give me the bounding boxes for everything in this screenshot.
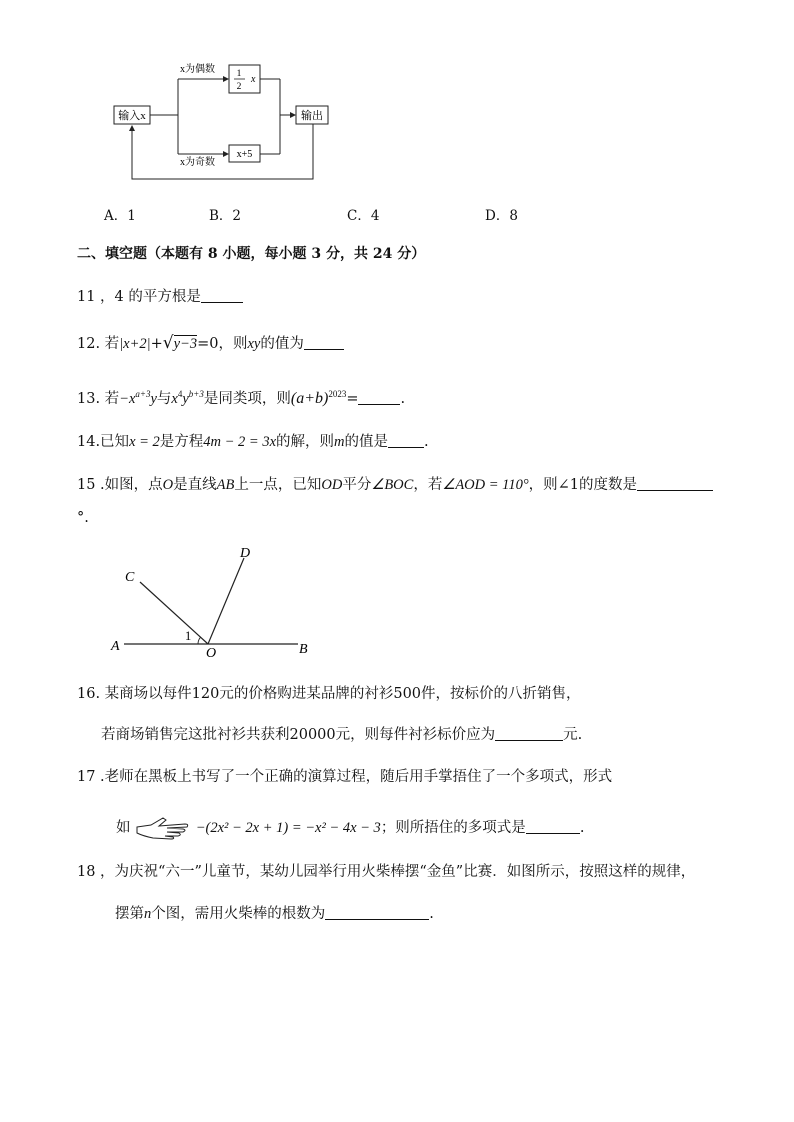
ray-oc [140, 582, 208, 644]
option-c[interactable]: C．4 [347, 208, 380, 224]
q16-blank[interactable] [495, 726, 563, 741]
question-11 [77, 287, 243, 307]
question-15-line2: °. [77, 510, 89, 526]
q12-root-expr: y−3 [173, 336, 198, 352]
label-d: D [240, 546, 251, 561]
even-box-numerator: 1 [236, 69, 242, 79]
label-a: A [111, 639, 120, 654]
label-o: O [206, 646, 217, 661]
question-15: 15 .如图，点O是直线AB上一点，已知OD平分∠BOC，若∠AOD = 110°，则∠1的度数是 [77, 475, 713, 495]
input-label: 输入x [118, 110, 146, 122]
odd-box-label: x+5 [236, 149, 253, 160]
q17-blank[interactable] [526, 819, 580, 834]
option-a[interactable]: A．1 [104, 208, 136, 224]
q13-expr: (a+b) [290, 390, 329, 407]
question-12: 12. 若|x+2|+√y−3=0，则xy的值为 [77, 333, 344, 354]
section-title: 二、填空题（本题有 8 小题，每小题 3 分，共 24 分） [77, 246, 426, 262]
even-box-var: x [251, 74, 256, 85]
odd-branch-label: x为奇数 [180, 157, 215, 168]
q12-blank[interactable] [304, 335, 344, 350]
angle-1-arc [198, 637, 201, 644]
answer-options [104, 204, 704, 224]
flowchart-figure [100, 55, 345, 190]
question-18-line1: 18 ，为庆祝“六一”儿童节，某幼儿园举行用火柴棒摆“金鱼”比赛．如图所示，按照这样的规律， [77, 864, 696, 880]
question-13: 13. 若$-x^{a+3}y$与$x^4y^{b+3}$是同类项，则$(a+b)^{2023}=$ . [77, 389, 406, 407]
option-d[interactable]: D．8 [485, 208, 518, 224]
label-b: B [299, 642, 308, 657]
question-16-line1: 16. 某商场以每件120元的价格购进某品牌的衬衫500件，按标价的八折销售， [77, 686, 581, 702]
q11-blank[interactable] [201, 288, 243, 303]
sqrt-symbol: √ [162, 333, 174, 353]
question-16-line2: 若商场销售完这批衬衫共获利20000元，则每件衬衫标价应为 元. [101, 727, 583, 743]
q13-blank[interactable] [358, 390, 400, 405]
q18-blank[interactable] [325, 905, 429, 920]
even-box-denominator: 2 [236, 82, 242, 92]
q17-expr: −(2x² − 2x + 1) = −x² − 4x − 3 [195, 820, 381, 836]
q11-text: 11 ，4 的平方根是 [77, 289, 201, 305]
q14-blank[interactable] [388, 433, 424, 448]
label-angle-1: 1 [185, 629, 192, 643]
question-18-line2: 摆第n个图，需用火柴棒的根数为 . [115, 906, 434, 922]
angle-figure [100, 540, 330, 665]
question-17-line2: 如 −(2x² − 2x + 1) = −x² − 4x − 3；则所捂住的多项式是 . [116, 814, 584, 840]
hand-icon [135, 814, 191, 840]
label-c: C [125, 570, 135, 585]
q12-abs-expr: |x+2| [119, 336, 151, 352]
even-branch-label: x为偶数 [180, 64, 215, 75]
q15-blank[interactable] [637, 476, 713, 491]
question-17-line1: 17 .老师在黑板上书写了一个正确的演算过程，随后用手掌捂住了一个多项式，形式 [77, 769, 613, 785]
ray-od [208, 558, 244, 644]
output-label: 输出 [301, 110, 323, 122]
question-14: 14.已知x = 2是方程4m − 2 = 3x的解，则m的值是 . [77, 434, 429, 450]
option-b[interactable]: B．2 [209, 208, 242, 224]
